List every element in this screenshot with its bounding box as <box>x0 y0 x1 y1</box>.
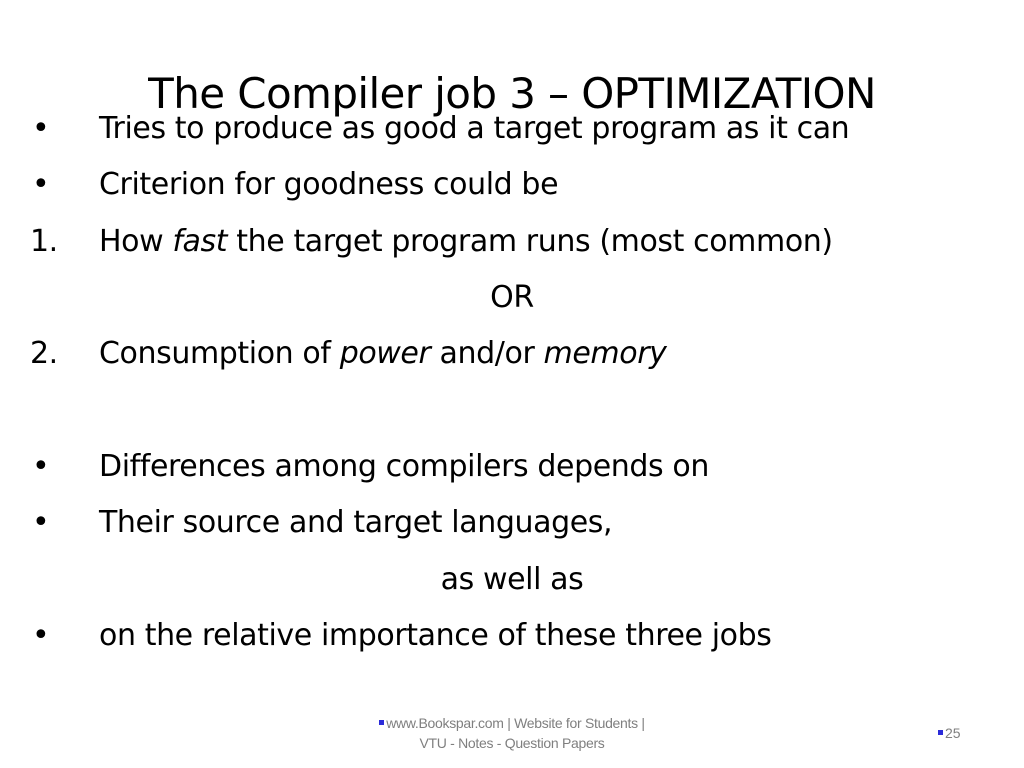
centered-line <box>0 557 1024 603</box>
text-segment: and/or <box>430 336 544 371</box>
bullet-text: Tries to produce as good a target program as it can <box>99 111 850 146</box>
footer-line: VTU - Notes - Question Papers <box>419 735 605 751</box>
bullet-line <box>0 613 1024 659</box>
bullet-marker: • <box>32 111 50 146</box>
bullet-marker: • <box>32 449 50 484</box>
numbered-line <box>0 219 1024 265</box>
numbered-text <box>99 331 666 377</box>
text-segment: the target program runs (most common) <box>227 224 833 259</box>
emphasis-text: fast <box>172 224 228 259</box>
bullet-line <box>0 162 1024 208</box>
numbered-text <box>99 219 833 265</box>
bullet-marker: • <box>32 618 50 653</box>
connector-text: OR <box>490 280 534 315</box>
bullet-text: Their source and target languages, <box>99 505 613 540</box>
footer-line <box>360 713 664 733</box>
slide-title: The Compiler job 3 – OPTIMIZATION <box>148 69 876 118</box>
connector-text: as well as <box>440 562 584 597</box>
square-bullet-icon <box>379 720 384 725</box>
square-bullet-icon <box>938 730 943 735</box>
page-number <box>938 723 961 743</box>
page-number-text: 25 <box>945 725 961 741</box>
bullet-marker: • <box>32 505 50 540</box>
emphasis-text: memory <box>543 336 667 371</box>
text-segment: Consumption of <box>99 336 340 371</box>
bullet-line <box>0 444 1024 490</box>
bullet-text: Criterion for goodness could be <box>99 167 559 202</box>
text-segment: How <box>99 224 173 259</box>
number-marker: 2. <box>30 336 58 371</box>
number-marker: 1. <box>30 224 58 259</box>
bullet-line <box>0 500 1024 546</box>
bullet-marker: • <box>32 167 50 202</box>
numbered-line <box>0 331 1024 377</box>
footer-link-text[interactable]: www.Bookspar.com | Website for Students | <box>386 715 645 731</box>
bullet-text: on the relative importance of these three jobs <box>99 618 772 653</box>
emphasis-text: power <box>339 336 431 371</box>
centered-line <box>0 275 1024 321</box>
footer-text <box>360 713 664 753</box>
bullet-text: Differences among compilers depends on <box>99 449 709 484</box>
